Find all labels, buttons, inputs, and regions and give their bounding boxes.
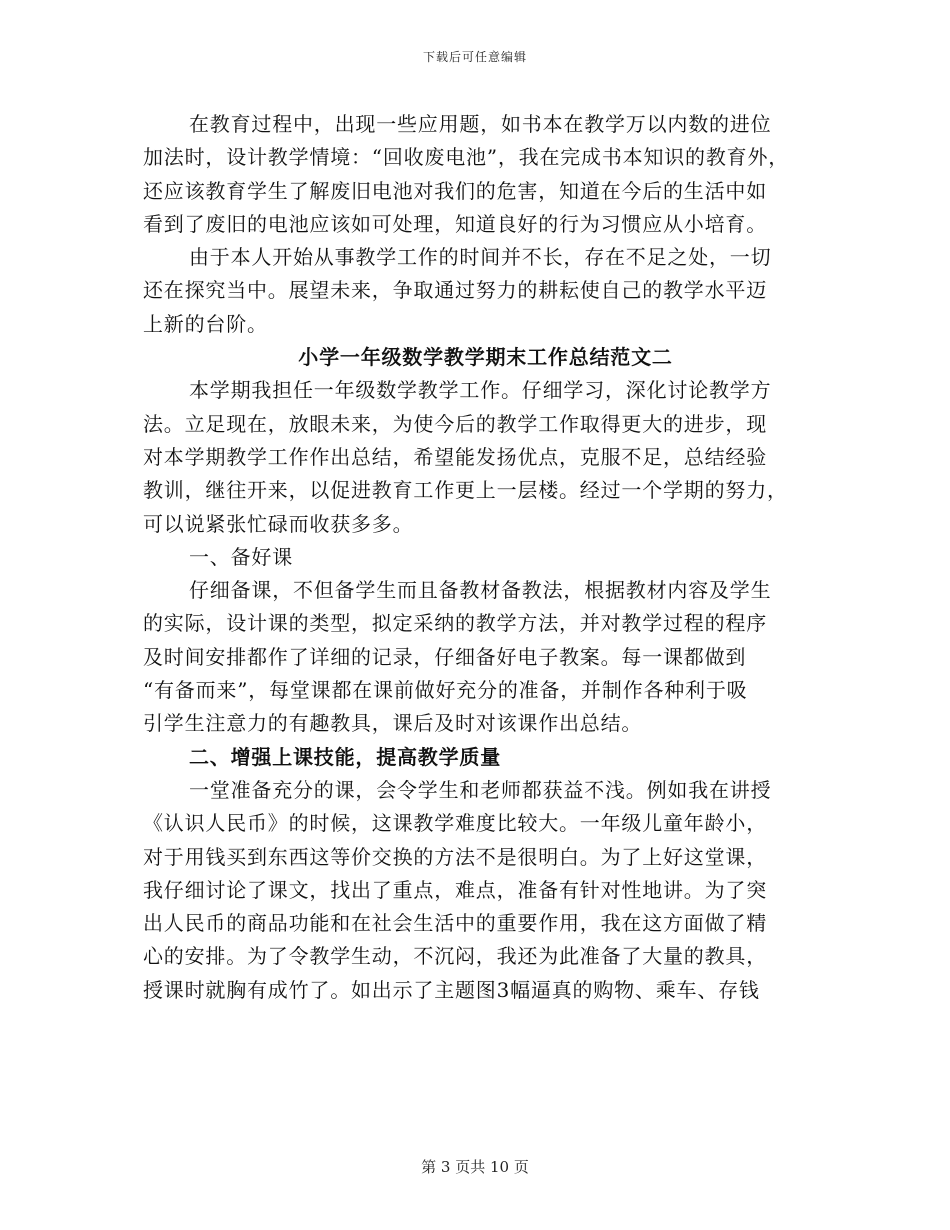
- section-title: 小学一年级数学教学期末工作总结范文二: [298, 345, 673, 370]
- text-line: 引学生注意力的有趣教具，课后及时对该课作出总结。: [143, 711, 643, 736]
- text-line: 《认识人民币》的时候，这课教学难度比较大。一年级儿童年龄小，: [143, 811, 767, 836]
- subheading: 二、增强上课技能，提高教学质量: [189, 744, 501, 769]
- document-body: [143, 108, 808, 1007]
- text-line: 还在探究当中。展望未来，争取通过努力的耕耘使自己的教学水平迈: [143, 278, 767, 303]
- text-line: 授课时就胸有成竹了。如出示了主题图3幅逼真的购物、乘车、存钱: [143, 977, 760, 1002]
- text-line: 一堂准备充分的课，会令学生和老师都获益不浅。例如我在讲授: [189, 777, 772, 802]
- text-line: 本学期我担任一年级数学教学工作。仔细学习，深化讨论教学方: [189, 378, 772, 403]
- text-line: 加法时，设计教学情境：“回收废电池”，我在完成书本知识的教育外，: [143, 145, 790, 170]
- text-line: 的实际，设计课的类型，拟定采纳的教学方法，并对教学过程的程序: [143, 611, 767, 636]
- text-line: 由于本人开始从事教学工作的时间并不长，存在不足之处，一切: [189, 245, 772, 270]
- text-line: 仔细备课，不但备学生而且备教材备教法，根据教材内容及学生: [189, 578, 772, 603]
- text-line: 我仔细讨论了课文，找出了重点，难点，准备有针对性地讲。为了突: [143, 877, 767, 902]
- text-line: 看到了废旧的电池应该如可处理，知道良好的行为习惯应从小培育。: [143, 211, 767, 236]
- text-line: 对于用钱买到东西这等价交换的方法不是很明白。为了上好这堂课，: [143, 844, 767, 869]
- text-line: 出人民币的商品功能和在社会生活中的重要作用，我在这方面做了精: [143, 911, 767, 936]
- text-line: 还应该教育学生了解废旧电池对我们的危害，知道在今后的生活中如: [143, 178, 767, 203]
- text-line: 可以说紧张忙碌而收获多多。: [143, 511, 414, 536]
- text-line: 对本学期教学工作作出总结，希望能发扬优点，克服不足，总结经验: [143, 444, 767, 469]
- text-line: 心的安排。为了令教学生动，不沉闷，我还为此准备了大量的教具，: [143, 944, 767, 969]
- text-line: 在教育过程中，出现一些应用题，如书本在教学万以内数的进位: [189, 112, 772, 136]
- text-line: 法。立足现在，放眼未来，为使今后的教学工作取得更大的进步，现: [143, 411, 767, 436]
- text-line: 上新的台阶。: [143, 311, 268, 336]
- text-line: 及时间安排都作了详细的记录，仔细备好电子教案。每一课都做到: [143, 644, 747, 669]
- page-number: 第 3 页共 10 页: [421, 1158, 529, 1176]
- subheading: 一、备好课: [189, 544, 293, 569]
- page-header: 下载后可任意编辑: [422, 50, 527, 64]
- text-line: “有备而来”，每堂课都在课前做好充分的准备，并制作各种利于吸: [143, 678, 748, 703]
- text-line: 教训，继往开来，以促进教育工作更上一层楼。经过一个学期的努力，: [143, 478, 788, 503]
